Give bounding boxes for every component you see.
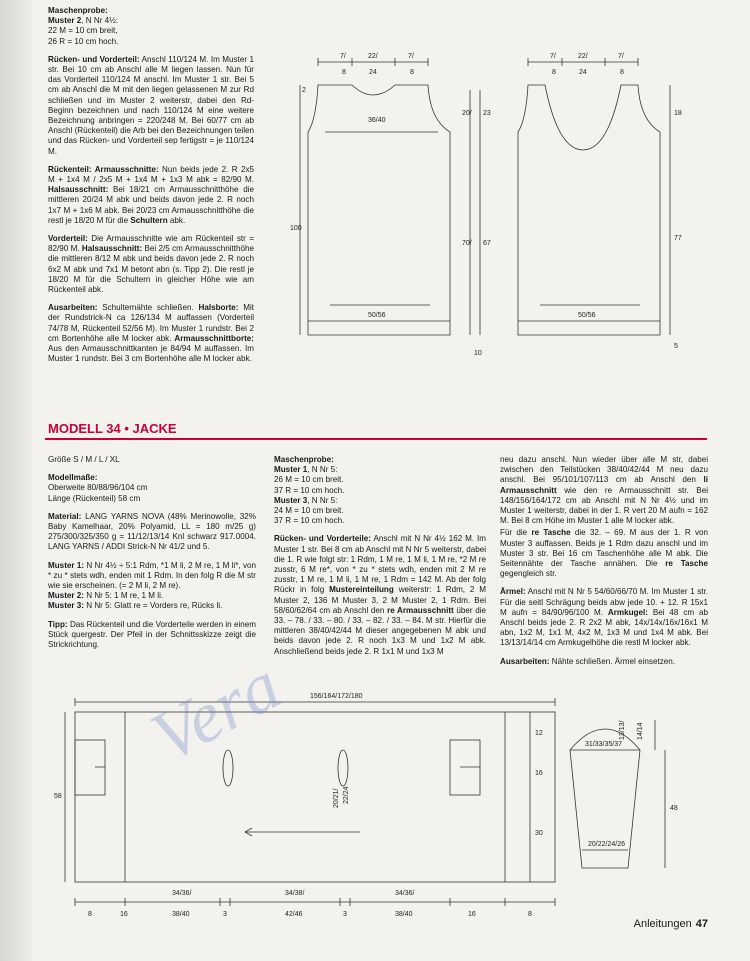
rv-text: Anschl 110/124 M. Im Muster 1 str. Bei 10 cm ab Anschl alle M liegen lassen. Nun für das Vorderteil 110/124 M anschl. Im Muster 1 str. Bei 5 cm ab Anschl die M mit den liegen gelassenen M zur Rd schließen und im Muster 2 weiterstr, dabei den Rd-Beginn bezeichnen und nach 110/124 M eine weitere Bezeichnung anbringen = 220/248 M. Bei 60/77 cm ab Anschl (Rückenteil) die Arb bei den Bezeichnungen teilen und das Rücken- und Vorderteil sep fertigstr = je 110/124 M.	[48, 54, 254, 156]
rt-v-77: 77	[674, 235, 682, 242]
jacket-bottom-7: 38/40	[395, 911, 413, 918]
vt-neck-heading: Halsausschnitt:	[81, 244, 143, 254]
gauge-rows: 26 R = 10 cm hoch.	[48, 36, 119, 46]
lt-chest-label: 36/40	[368, 117, 386, 124]
col2-gauge-heading: Maschenprobe:	[274, 455, 334, 464]
col2-muster3-needle: , N Nr 5:	[307, 495, 338, 505]
model-title-rule	[45, 438, 707, 440]
lt-top-label-2: 22/	[368, 53, 378, 60]
watermark-vera: Vera	[138, 644, 293, 778]
lt-v-20: 20/	[462, 110, 472, 117]
lt-top-value-3: 8	[410, 69, 414, 76]
jacket-mid-2: 22/24	[343, 786, 350, 804]
vt-text1: Die Armausschnitte wie am Rückenteil str = 82/90 M.	[48, 234, 254, 254]
m1-text: N Nr 4½ ÷ 5:1 Rdm, *1 M li, 2 M re, 1 M li*, von * zu * stets wdh, enden mit 1 Rdm. In den folg R die M str wie sie erscheinen. (= 2 M li, 2 M re).	[48, 560, 256, 591]
jacket-bottom-top-2: 34/38/	[285, 890, 305, 897]
col2-rv-text2: weiterstr: 1 Rdm, 2 M Muster 2, 136 M Muster 3, 2 M Muster 2, 1 Rdm. Bei 58/60/62/64 cm ab Anschl den	[274, 585, 487, 615]
sleeve-cap-2: 14/14	[637, 722, 644, 740]
jacket-mid-1: 20/21/	[333, 788, 340, 808]
left-armhole-label: li Armausschnitt	[500, 475, 708, 495]
rt-v-18: 18	[674, 110, 682, 117]
page-binding-edge	[0, 0, 32, 961]
gauge-stitches: 22 M = 10 cm breit,	[48, 26, 118, 36]
jacket-right-16: 16	[535, 770, 543, 777]
neckband-heading: Halsborte:	[198, 303, 239, 313]
pocket-end: gegengleich str.	[500, 569, 557, 579]
rt-neck-heading: Halsausschnitt:	[48, 185, 109, 195]
lt-v-67: 67	[483, 240, 491, 247]
sleeve-text2: Bei 48 cm ab Anschl beids jede 2. R 2x2 M abk, 14x/14x/16x/16x1 M abn, 1x2 M, 1x1 M, 4x2 M, 1x3 M und 1x4 M abk. Bei 13/13/14/14 cm Armkugelhöhe die restl M locker abk.	[500, 607, 708, 648]
bust-measurement: Oberweite 80/88/96/104 cm	[48, 483, 148, 493]
jacket-height: 58	[54, 793, 62, 800]
page-footer	[634, 918, 708, 930]
sleeve-schematic	[560, 710, 720, 880]
finishing-text2: Mit der Rundstrick-N ca 126/134 M auffassen (Vorderteil 74/78 M, Rückenteil 52/56 M). Im Muster 1 rundstr. Bei 2 cm Bortenhöhe alle M locker abk.	[48, 303, 255, 343]
sleeve-cap-heading: Armkugel:	[607, 607, 648, 617]
material-text: LANG YARNS NOVA (48% Merinowolle, 32% Baby Kamelhaar, 20% Polyamid, LL = 180 m/25 g) 275/300/325/350 g = 11/12/13/14 Knl schwarz 917.0004. LANG YARNS / ADDI Strick-N Nr 41/2 und 5.	[48, 511, 257, 552]
col2-muster1: Muster 1	[274, 465, 308, 475]
length-measurement: Länge (Rückenteil) 58 cm	[48, 493, 141, 503]
m1-heading: Muster 1:	[48, 560, 85, 570]
lt-v-2: 2	[302, 87, 306, 94]
col3-text1: neu dazu anschl. Nun wieder über alle M str, dabei zwischen den Teilstücken 38/40/42/44 M neu dazu anschl. Bei 95/101/107/113 cm ab Anschl den	[500, 455, 708, 485]
rt-hem-label: 50/56	[578, 312, 596, 319]
rt-heading: Rückenteil: Armausschnitte:	[48, 164, 159, 174]
lt-top-value-1: 8	[342, 69, 346, 76]
lt-v-23: 23	[483, 110, 491, 117]
rv-heading: Rücken- und Vorderteil:	[48, 54, 140, 64]
lt-top-label-3: 7/	[408, 53, 414, 60]
rt-top-label-2: 22/	[578, 53, 588, 60]
left-column	[48, 6, 254, 373]
armband-heading: Armausschnittborte:	[174, 333, 254, 343]
col2-gauge-3: 24 M = 10 cm breit.	[274, 506, 344, 516]
rt-top-value-2: 24	[579, 69, 587, 76]
abk-word: abk.	[169, 215, 186, 225]
col3-finishing-heading: Ausarbeiten:	[500, 656, 550, 666]
finishing-heading: Ausarbeiten:	[48, 303, 98, 313]
m2-text: N Nr 5: 1 M re, 1 M li.	[86, 591, 164, 601]
lt-v-100: 100	[290, 225, 302, 232]
sleeve-cap-1: 13/13/	[619, 720, 626, 740]
maschenprobe-heading: Maschenprobe:	[48, 6, 108, 15]
vt-text2: Bei 2/5 cm Armausschnitthöhe die mittleren 8/12 M abk und beids davon jede 2. R noch 6x2 M abk und 7x1 M betont abn (s. Tipp 2). Die restl je 18/20 M für die Schultern in gleicher Höhe wie am Rückenteil abk.	[48, 244, 255, 295]
model-title: MODELL 34 • JACKE	[48, 421, 177, 436]
tip-heading: Tipp:	[48, 619, 68, 629]
col2-muster3: Muster 3	[274, 495, 308, 505]
col2-gauge-1: 26 M = 10 cm breit.	[274, 475, 344, 485]
jacket-bottom-8: 16	[468, 911, 476, 918]
col2-rv-text3: über die 33. – 78. / 33. – 80. / 33. – 82. / 33. – 84. M str. Hierfür die mittleren 38/40/42/44 M dieser angegebenen M abk und beids davon jede 2. R noch 1x3 M und 1x2 M abk. Anschließend beids jede 2. R 1x1 M und 1x3 M	[274, 605, 487, 656]
sleeve-top-width: 31/33/35/37	[585, 741, 622, 748]
right-armhole-label: re Armausschnitt	[387, 605, 454, 615]
other-pocket-label: re Tasche	[665, 559, 708, 569]
jacket-right-30: 30	[535, 830, 543, 837]
m2-heading: Muster 2:	[48, 591, 84, 601]
sleeve-length: 48	[670, 805, 678, 812]
col2-rv-heading: Rücken- und Vorderteile:	[274, 534, 371, 544]
m3-text: N Nr 5: Glatt re = Vorders re, Rücks li.	[86, 601, 223, 611]
col2-muster1-needle: , N Nr 5:	[307, 465, 338, 475]
jacket-bottom-2: 16	[120, 911, 128, 918]
col3-finishing-text: Nähte schließen. Ärmel einsetzen.	[551, 656, 675, 666]
measurements-heading: Modellmaße:	[48, 473, 98, 483]
lt-v-10: 10	[474, 350, 482, 357]
muster2-label: Muster 2	[48, 16, 82, 26]
col3-text2: wie den re Armausschnitt str. Bei 148/156/164/172 cm ab Anschl mit N Nr 4½ und im Muster 1 weiterstr, dabei in der 1. R vert 20 M aufn = 162 M. Bei 8 cm Höhe im Muster 1 alle M locker abk.	[500, 485, 708, 526]
jacket-right-12: 12	[535, 730, 543, 737]
jacket-col-3	[500, 455, 708, 675]
right-pocket-label: re Tasche	[531, 528, 571, 538]
finishing-text3: Aus den Armausschnittkanten je 84/94 M auffassen. Im Muster 1 rundstr. Bei 3 cm Bortenhöhe alle M locker abk.	[48, 344, 254, 364]
lt-top-value-2: 24	[369, 69, 377, 76]
sizes: Größe S / M / L / XL	[48, 455, 120, 464]
jacket-bottom-4: 3	[223, 911, 227, 918]
top-schematics	[290, 50, 710, 370]
rt-top-value-3: 8	[620, 69, 624, 76]
rt-top-label-1: 7/	[550, 53, 556, 60]
rt-neck-text: Bei 18/21 cm Armausschnitthöhe die mittleren 20/24 M abk und beids davon jede 2. R noch 1x7 M + 1x6 M abk. Bei 20/23 cm Armausschnitthöhe die restl je 18/20 M für die	[48, 185, 255, 225]
sleeve-text1: Anschl mit N Nr 5 54/60/66/70 M. Im Muster 1 str. Für die seitl Schrägung beids abw jede 10. + 12. R 15x1 M aufn = 84/90/96/100 M.	[500, 587, 708, 617]
pocket-text: die 32. – 69. M aus der 1. R von Muster 3 auffassen. Beids je 1 Rdm dazu anschl und im Muster 3 str. Bei 16 cm Taschenhöhe alle M abk. Die Seitennähte der Tasche annähen. Die	[500, 528, 708, 569]
col2-gauge-2: 37 R = 10 cm hoch.	[274, 485, 345, 495]
jacket-top-width: 156/164/172/180	[310, 693, 363, 700]
sleeve-heading: Ärmel:	[500, 587, 526, 597]
page-number: 47	[695, 918, 708, 930]
jacket-bottom-top-3: 34/36/	[395, 890, 415, 897]
pattern-layout-label: Mustereinteilung	[329, 585, 394, 595]
m3-heading: Muster 3:	[48, 601, 84, 611]
shoulders-label: Schultern	[130, 215, 168, 225]
jacket-bottom-5: 42/46	[285, 911, 303, 918]
material-heading: Material:	[48, 511, 82, 521]
jacket-bottom-1: 8	[88, 911, 92, 918]
jacket-col-1	[48, 455, 256, 658]
lt-top-label-1: 7/	[340, 53, 346, 60]
finishing-text1: Schulternähte schließen.	[102, 303, 194, 313]
lt-hem-label: 50/56	[368, 312, 386, 319]
jacket-bottom-9: 8	[528, 911, 532, 918]
rt-top-value-1: 8	[552, 69, 556, 76]
col2-gauge-4: 37 R = 10 cm hoch.	[274, 516, 345, 526]
pocket-pre: Für die	[500, 528, 528, 538]
jacket-bottom-top-1: 34/36/	[172, 890, 192, 897]
rt-top-label-3: 7/	[618, 53, 624, 60]
sleeve-bottom-width: 20/22/24/26	[588, 841, 625, 848]
vt-heading: Vorderteil:	[48, 234, 88, 244]
jacket-col-2	[274, 455, 486, 665]
footer-label: Anleitungen	[633, 918, 692, 930]
tip-text: Das Rückenteil und die Vorderteile werden in einem Stück quergestr. Der Pfeil in der Schnittsskizze zeigt die Strickrichtung.	[48, 619, 257, 650]
rt-text: Nun beids jede 2. R 2x5 M + 1x4 M / 2x5 M + 1x4 M + 1x3 M abk = 82/90 M.	[48, 164, 255, 185]
muster2-needle: , N Nr 4½:	[81, 16, 119, 26]
jacket-schematic	[40, 690, 570, 920]
rt-v-5: 5	[674, 343, 678, 350]
col2-rv-text1: Anschl mit N Nr 4½ 162 M. Im Muster 1 str. Bei 8 cm ab Anschl mit N Nr 5 weiterstr, dabei die 1. R wie folgt str: 1 Rdm, 1 M re, 1 M li, 1 M re, *2 M re zusstr, 6 M re*, von * zu * stets wdh, enden mit 2 M re zusstr, 1 M re, 1 M li, 1 M re, 1 Rdm = 142 M. Ab der folg Rückr in folg	[274, 534, 486, 595]
jacket-bottom-3: 38/40	[172, 911, 190, 918]
lt-v-70: 70/	[462, 240, 472, 247]
jacket-bottom-6: 3	[343, 911, 347, 918]
